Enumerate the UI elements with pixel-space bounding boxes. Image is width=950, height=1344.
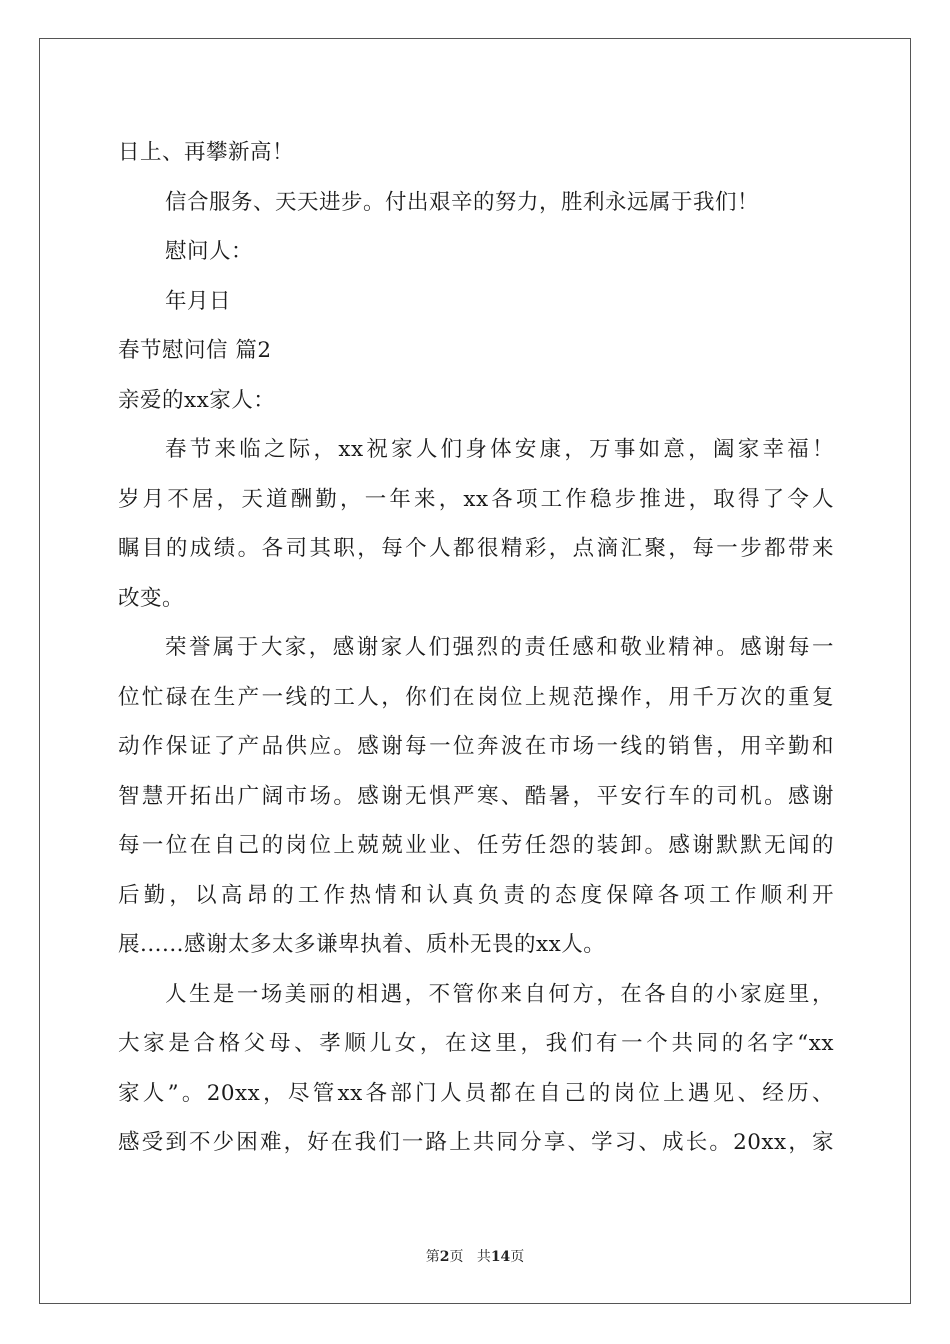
text-line: 信合服务、天天进步。付出艰辛的努力，胜利永远属于我们！ — [165, 189, 760, 215]
document-body — [118, 128, 834, 1168]
text-line: 人生是一场美丽的相遇，不管你来自何方，在各自的小家庭里， — [165, 981, 834, 1007]
page-suffix: 页 — [449, 1249, 464, 1265]
text-line: 家人”。20xx，尽管xx各部门人员都在自己的岗位上遇见、经历、 — [118, 1080, 834, 1106]
text-line: 动作保证了产品供应。感谢每一位奔波在市场一线的销售，用辛勤和 — [118, 734, 834, 759]
page-number: 2 — [439, 1249, 450, 1265]
page-footer — [0, 1246, 950, 1266]
text-line: 每一位在自己的岗位上兢兢业业、任劳任怨的装卸。感谢默默无闻的 — [118, 833, 834, 858]
text-line: 春节来临之际，xx祝家人们身体安康，万事如意，阖家幸福！ — [165, 437, 834, 462]
page-prefix: 第 — [425, 1249, 440, 1265]
signature-label: 慰问人： — [165, 239, 254, 264]
text-line: 大家是合格父母、孝顺儿女，在这里，我们有一个共同的名字“xx — [118, 1031, 834, 1056]
text-line: 荣誉属于大家，感谢家人们强烈的责任感和敬业精神。感谢每一 — [165, 635, 834, 660]
text-line: 日上、再攀新高！ — [118, 140, 295, 165]
text-line: 智慧开拓出广阔市场。感谢无惧严寒、酷暑，平安行车的司机。感谢 — [118, 783, 834, 809]
total-suffix: 页 — [510, 1249, 525, 1265]
text-line: 展......感谢太多太多谦卑执着、质朴无畏的xx人。 — [118, 932, 606, 957]
text-line: 岁月不居，天道酬勤，一年来，xx各项工作稳步推进，取得了令人 — [118, 486, 834, 512]
text-line: 改变。 — [118, 585, 185, 611]
total-prefix: 共 — [476, 1249, 491, 1265]
text-line: 瞩目的成绩。各司其职，每个人都很精彩，点滴汇聚，每一步都带来 — [118, 536, 834, 561]
text-line: 后勤，以高昂的工作热情和认真负责的态度保障各项工作顺利开 — [118, 882, 834, 908]
section-title: 春节慰问信 篇2 — [118, 338, 272, 363]
salutation: 亲爱的xx家人： — [118, 387, 276, 413]
text-line: 感受到不少困难，好在我们一路上共同分享、学习、成长。20xx，家 — [118, 1130, 834, 1155]
total-pages: 14 — [490, 1249, 511, 1265]
text-line: 位忙碌在生产一线的工人，你们在岗位上规范操作，用千万次的重复 — [118, 684, 834, 710]
date-label: 年月日 — [165, 288, 232, 314]
